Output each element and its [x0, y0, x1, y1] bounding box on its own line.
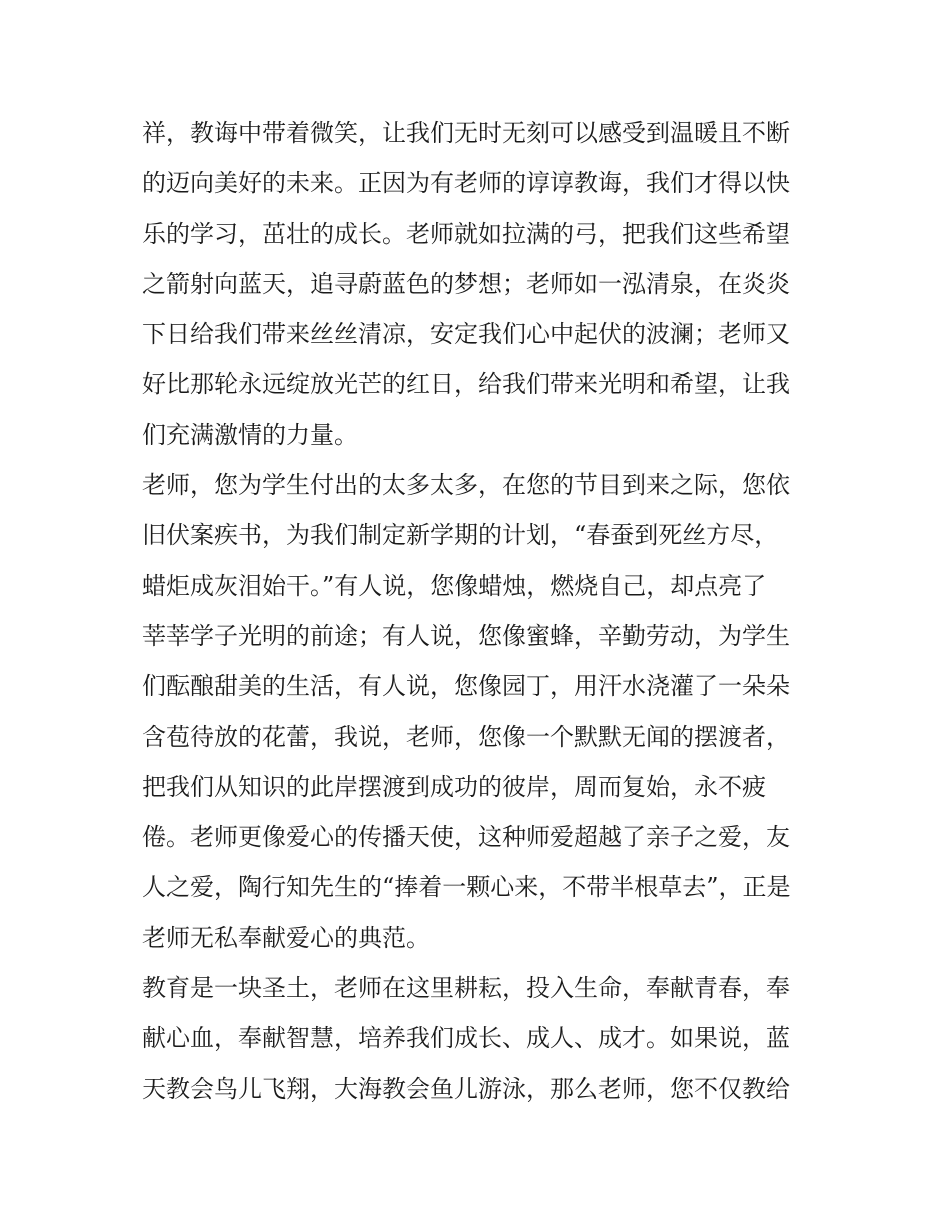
text-line: 老师，您为学生付出的太多太多，在您的节目到来之际，您依	[142, 471, 790, 500]
text-line: 好比那轮永远绽放光芒的红日，给我们带来光明和希望，让我	[142, 370, 790, 399]
text-line: 人之爱，陶行知先生的“捧着一颗心来，不带半根草去”，正是	[142, 873, 791, 902]
text-line: 之箭射向蓝天，追寻蔚蓝色的梦想；老师如一泓清泉，在炎炎	[142, 269, 790, 298]
text-line: 莘莘学子光明的前途；有人说，您像蜜蜂，辛勤劳动，为学生	[142, 621, 790, 650]
text-line: 们充满激情的力量。	[142, 420, 358, 449]
text-line: 含苞待放的花蕾，我说，老师，您像一个默默无闻的摆渡者，	[142, 722, 790, 751]
text-line: 教育是一块圣土，老师在这里耕耘，投入生命，奉献青春，奉	[142, 974, 790, 1003]
text-line: 的迈向美好的未来。正因为有老师的谆谆教诲，我们才得以快	[142, 169, 790, 198]
text-line: 倦。老师更像爱心的传播天使，这种师爱超越了亲子之爱，友	[142, 823, 790, 852]
text-line: 天教会鸟儿飞翔，大海教会鱼儿游泳，那么老师，您不仅教给	[142, 1074, 790, 1103]
text-line: 下日给我们带来丝丝清凉，安定我们心中起伏的波澜；老师又	[142, 320, 790, 349]
text-line: 们酝酿甜美的生活，有人说，您像园丁，用汗水浇灌了一朵朵	[142, 672, 790, 701]
text-line: 献心血，奉献智慧，培养我们成长、成人、成才。如果说，蓝	[142, 1024, 790, 1053]
text-line: 老师无私奉献爱心的典范。	[142, 923, 430, 952]
text-line: 乐的学习，茁壮的成长。老师就如拉满的弓，把我们这些希望	[142, 219, 790, 248]
text-line: 祥，教诲中带着微笑，让我们无时无刻可以感受到温暖且不断	[142, 119, 790, 147]
text-line: 蜡炬成灰泪始干。”有人说，您像蜡烛，燃烧自己，却点亮了	[142, 571, 767, 600]
document-body-text	[142, 108, 822, 1114]
text-line: 旧伏案疾书，为我们制定新学期的计划，“春蚕到死丝方尽，	[142, 521, 779, 550]
text-line: 把我们从知识的此岸摆渡到成功的彼岸，周而复始，永不疲	[142, 772, 766, 801]
